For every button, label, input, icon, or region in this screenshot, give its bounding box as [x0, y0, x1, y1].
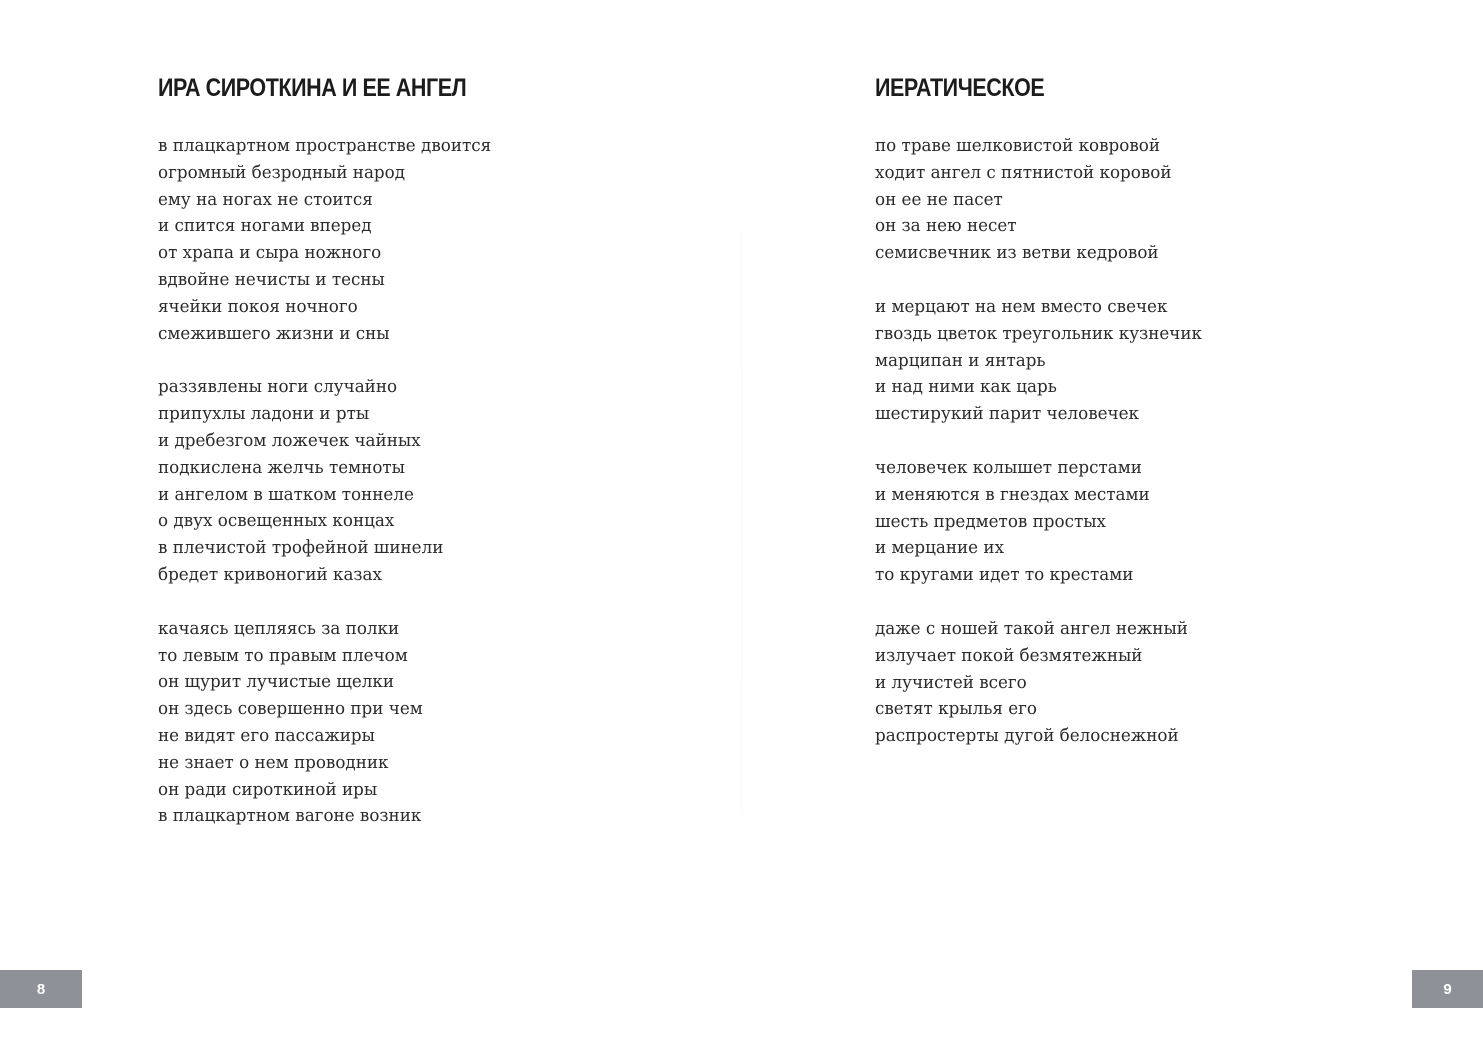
- stanza: [875, 294, 1227, 428]
- poem-line: человечек колышет перстами: [875, 456, 1142, 478]
- poem-line: вдвойне нечисты и тесны: [158, 268, 385, 290]
- poem-line: и меняются в гнездах местами: [875, 483, 1150, 505]
- poem-line: ему на ногах не стоится: [158, 188, 373, 210]
- poem-line: в плацкартном пространстве двоится: [158, 135, 492, 156]
- poem-line: семисвечник из ветви кедровой: [875, 242, 1159, 264]
- poem-line: он ее не пасет: [875, 188, 1003, 210]
- poem-line: припухлы ладони и рты: [158, 403, 370, 425]
- poem-line: ходит ангел с пятнистой коровой: [875, 161, 1172, 183]
- stanza: [875, 616, 1227, 750]
- poem-line: и над ними как царь: [875, 376, 1057, 398]
- poem-line: и спится ногами вперед: [158, 215, 372, 237]
- poem-line: он за нею несет: [875, 215, 1017, 237]
- poem-line: гвоздь цветок треугольник кузнечик: [875, 322, 1202, 344]
- poem-line: не видят его пассажиры: [158, 724, 375, 746]
- poem-line: он щурит лучистые щелки: [158, 671, 395, 693]
- poem-line: шестирукий парит человечек: [875, 403, 1139, 425]
- poem-line: он ради сироткиной иры: [158, 778, 378, 800]
- poem-line: не знает о нем проводник: [158, 751, 389, 773]
- poem-line: он здесь совершенно при чем: [158, 698, 423, 720]
- poem-line: огромный безродный народ: [158, 161, 406, 183]
- poem-line: о двух освещенных концах: [158, 510, 395, 532]
- poem-line: то кругами идет то крестами: [875, 564, 1134, 586]
- poem-body: [158, 133, 516, 857]
- page-number: 9: [1412, 970, 1483, 1008]
- stanza: [875, 455, 1227, 589]
- poem-line: марципан и янтарь: [875, 349, 1046, 371]
- poem-line: излучает покой безмятежный: [875, 644, 1143, 666]
- poem-body: [875, 133, 1227, 777]
- poem-line: ячейки покоя ночного: [158, 295, 358, 317]
- poem-line: в плечистой трофейной шинели: [158, 537, 444, 559]
- poem-line: качаясь цепляясь за полки: [158, 617, 400, 639]
- poem-line: распростерты дугой белоснежной: [875, 725, 1179, 747]
- stanza: [158, 374, 516, 588]
- poem-line: по траве шелковистой ковровой: [875, 135, 1161, 156]
- page-number: 8: [0, 970, 82, 1008]
- stanza: [158, 616, 516, 830]
- poem-line: и мерцание их: [875, 537, 1005, 559]
- poem-line: раззявлены ноги случайно: [158, 376, 398, 398]
- poem-line: и дребезгом ложечек чайных: [158, 429, 421, 451]
- stanza: [875, 133, 1227, 267]
- poem-title: ИЕРАТИЧЕСКОЕ: [875, 74, 1045, 102]
- poem-line: то левым то правым плечом: [158, 644, 408, 666]
- poem-line: в плацкартном вагоне возник: [158, 805, 422, 827]
- poem-title: ИРА СИРОТКИНА И ЕЕ АНГЕЛ: [158, 74, 467, 102]
- poem-line: даже с ношей такой ангел нежный: [875, 617, 1188, 639]
- poem-line: шесть предметов простых: [875, 510, 1107, 532]
- poem-line: и мерцают на нем вместо свечек: [875, 295, 1168, 317]
- poem-line: светят крылья его: [875, 698, 1038, 720]
- left-page: [0, 0, 741, 1045]
- poem-line: подкислена желчь темноты: [158, 456, 406, 478]
- poem-line: бредет кривоногий казах: [158, 563, 382, 585]
- poem-line: от храпа и сыра ножного: [158, 242, 382, 264]
- poem-line: и ангелом в шатком тоннеле: [158, 483, 414, 505]
- poem-line: и лучистей всего: [875, 671, 1027, 693]
- stanza: [158, 133, 516, 347]
- right-page: [741, 0, 1483, 1045]
- poem-line: смежившего жизни и сны: [158, 322, 390, 344]
